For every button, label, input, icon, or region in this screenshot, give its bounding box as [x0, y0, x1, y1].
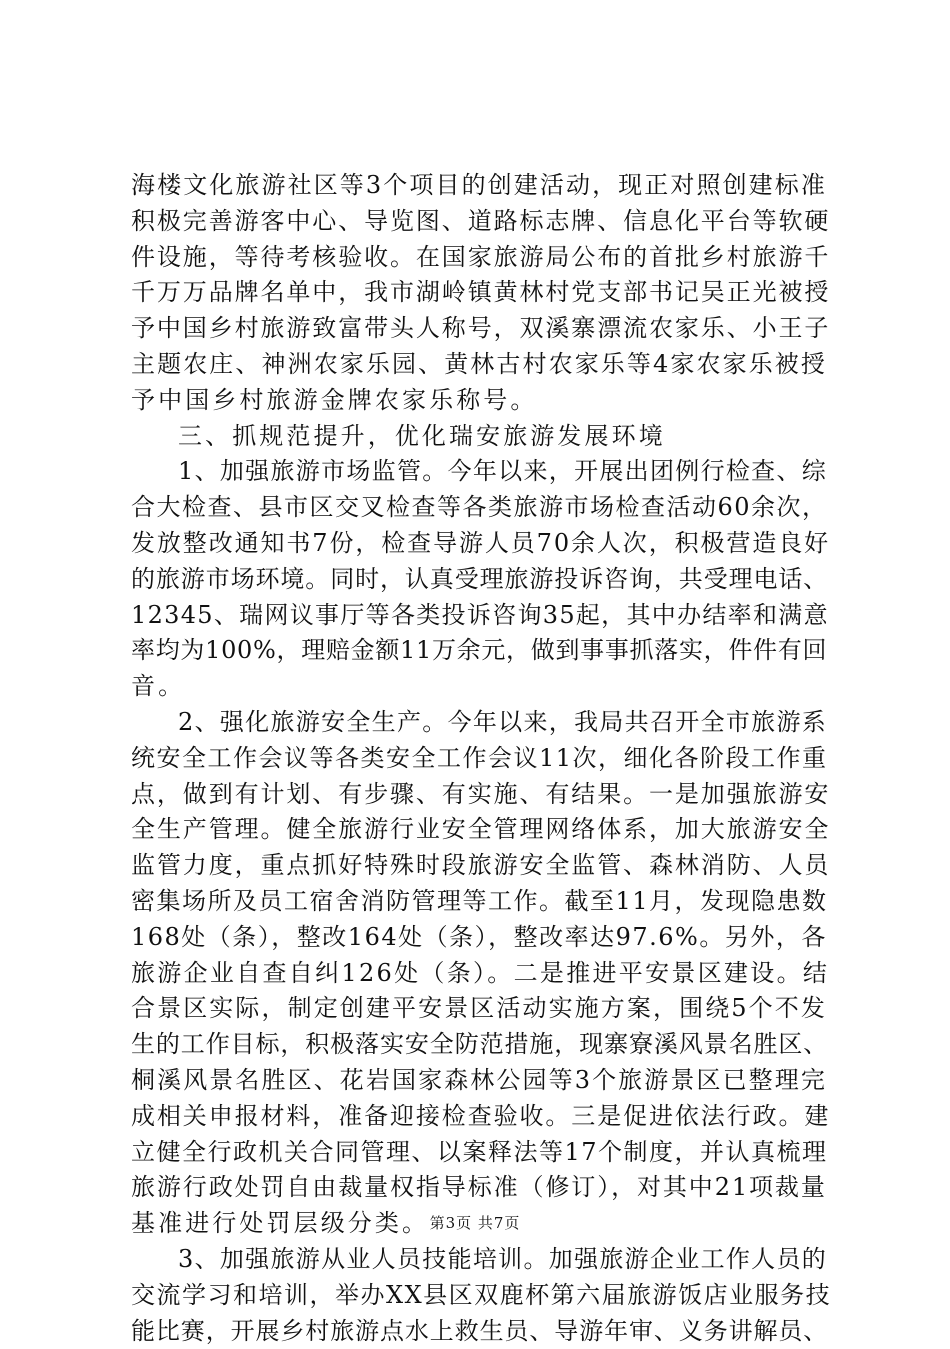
text-line: 率均为100%，理赔金额11万余元，做到事事抓落实，件件有回	[131, 633, 831, 669]
text-line: 统安全工作会议等各类安全工作会议11次，细化各阶段工作重	[131, 741, 831, 777]
text-line: 积极完善游客中心、导览图、道路标志牌、信息化平台等软硬	[131, 204, 831, 240]
text-line: 168处（条），整改164处（条），整改率达97.6%。另外，各	[131, 920, 831, 956]
text-line: 旅游行政处罚自由裁量权指导标准（修订），对其中21项裁量	[131, 1170, 831, 1206]
text-line: 点，做到有计划、有步骤、有实施、有结果。一是加强旅游安	[131, 777, 831, 813]
text-line: 音。	[131, 669, 831, 705]
text-line: 交流学习和培训，举办XX县区双鹿杯第六届旅游饭店业服务技	[131, 1278, 831, 1314]
text-line: 合景区实际，制定创建平安景区活动实施方案，围绕5个不发	[131, 991, 831, 1027]
text-line: 基准进行处罚层级分类。	[131, 1206, 831, 1242]
text-line: 3、加强旅游从业人员技能培训。加强旅游企业工作人员的	[131, 1242, 831, 1278]
text-line: 密集场所及员工宿舍消防管理等工作。截至11月，发现隐患数	[131, 884, 831, 920]
text-line: 成相关申报材料，准备迎接检查验收。三是促进依法行政。建	[131, 1099, 831, 1135]
text-line: 发放整改通知书7份，检查导游人员70余人次，积极营造良好	[131, 526, 831, 562]
text-line: 监管力度，重点抓好特殊时段旅游安全监管、森林消防、人员	[131, 848, 831, 884]
document-body	[131, 168, 831, 1349]
text-line: 予中国乡村旅游金牌农家乐称号。	[131, 383, 831, 419]
text-line: 主题农庄、神洲农家乐园、黄林古村农家乐等4家农家乐被授	[131, 347, 831, 383]
text-line: 能比赛，开展乡村旅游点水上救生员、导游年审、义务讲解员、	[131, 1314, 831, 1349]
text-line: 千万万品牌名单中，我市湖岭镇黄林村党支部书记吴正光被授	[131, 275, 831, 311]
text-line: 的旅游市场环境。同时，认真受理旅游投诉咨询，共受理电话、	[131, 562, 831, 598]
text-line: 2、强化旅游安全生产。今年以来，我局共召开全市旅游系	[131, 705, 831, 741]
text-line: 全生产管理。健全旅游行业安全管理网络体系，加大旅游安全	[131, 812, 831, 848]
text-line: 12345、瑞网议事厅等各类投诉咨询35起，其中办结率和满意	[131, 598, 831, 634]
text-line: 桐溪风景名胜区、花岩国家森林公园等3个旅游景区已整理完	[131, 1063, 831, 1099]
text-line: 海楼文化旅游社区等3个项目的创建活动，现正对照创建标准	[131, 168, 831, 204]
text-line: 旅游企业自查自纠126处（条）。二是推进平安景区建设。结	[131, 956, 831, 992]
text-line: 立健全行政机关合同管理、以案释法等17个制度，并认真梳理	[131, 1135, 831, 1171]
text-line: 件设施，等待考核验收。在国家旅游局公布的首批乡村旅游千	[131, 240, 831, 276]
text-line: 三、抓规范提升，优化瑞安旅游发展环境	[131, 419, 831, 455]
text-line: 合大检查、县市区交叉检查等各类旅游市场检查活动60余次，	[131, 490, 831, 526]
page-footer: 第3页 共7页	[0, 1212, 950, 1233]
text-line: 1、加强旅游市场监管。今年以来，开展出团例行检查、综	[131, 454, 831, 490]
text-line: 生的工作目标，积极落实安全防范措施，现寨寮溪风景名胜区、	[131, 1027, 831, 1063]
text-line: 予中国乡村旅游致富带头人称号，双溪寨漂流农家乐、小王子	[131, 311, 831, 347]
